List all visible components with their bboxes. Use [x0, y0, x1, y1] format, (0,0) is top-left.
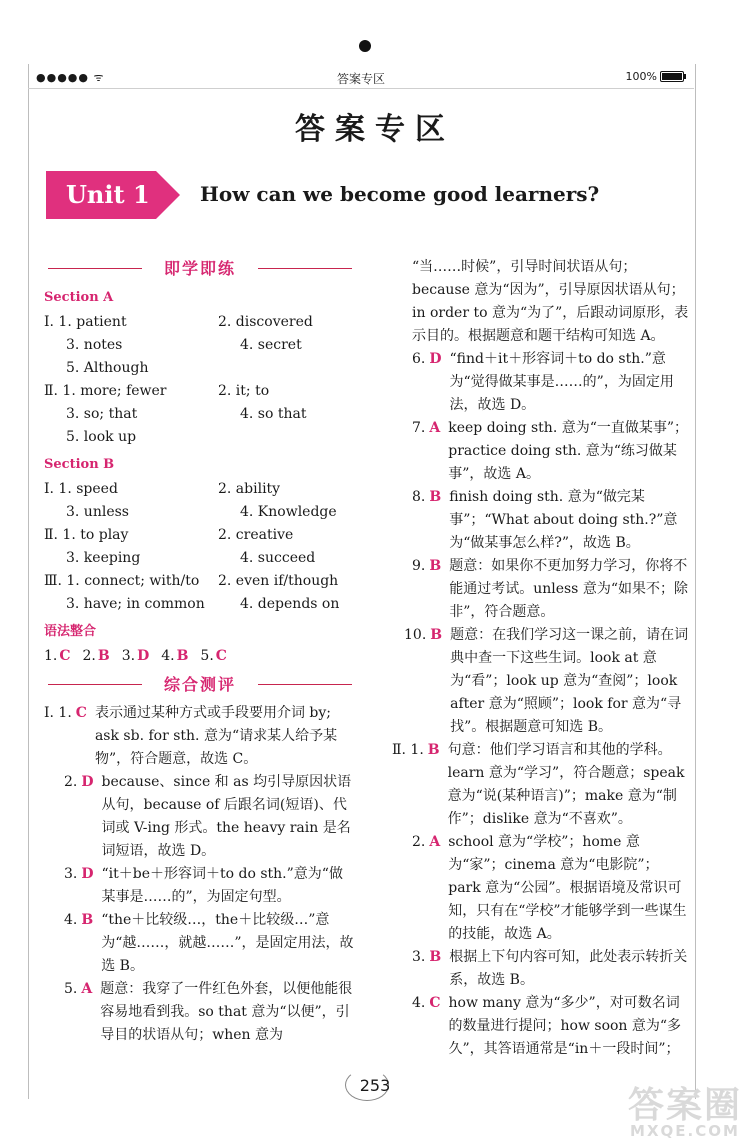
status-bar	[28, 66, 694, 89]
item-answer-letter: D	[81, 774, 94, 790]
item-explanation: 题意：我穿了一件红色外套，以便他能很容易地看到我。so that 意为“以便”，引导目的状语从句；when 意为	[100, 981, 353, 1043]
answer-cell: 2. it; to	[218, 383, 270, 399]
answer-row	[44, 426, 356, 449]
item-number: 3.	[412, 949, 426, 965]
item-answer-letter: B	[429, 949, 442, 965]
item-number: Ⅰ. 1.	[44, 705, 72, 721]
item-number: 4.	[412, 995, 426, 1011]
answer-row	[44, 547, 356, 570]
test-item	[392, 946, 690, 992]
item-answer-letter: D	[81, 866, 94, 882]
wifi-icon: ᯤ	[93, 71, 105, 84]
answer-cell: Ⅰ. 1. patient	[44, 314, 127, 330]
battery-percent: 100%	[625, 70, 657, 83]
battery-icon	[660, 71, 684, 82]
item-answer-letter: B	[430, 627, 443, 643]
answer-cell: 4. Knowledge	[240, 504, 337, 520]
item-explanation: 句意：他们学习语言和其他的学科。learn 意为“学习”，符合题意；speak 意为“说(某种语言)”；make 意为“制作”；dislike 意为“不喜欢”。	[447, 742, 685, 827]
answer-cell: 4. so that	[240, 406, 307, 422]
answer-row	[44, 501, 356, 524]
item-explanation: “find＋it＋形容词＋to do sth.”意为“觉得做某事是……的”，为固定用法，故选 D。	[449, 351, 674, 413]
item-number: 8.	[412, 489, 426, 505]
item-answer-letter: A	[429, 420, 441, 436]
test-item	[44, 771, 356, 863]
item-answer-letter: A	[429, 834, 441, 850]
test-item	[44, 863, 356, 909]
test-items-right	[392, 348, 690, 1061]
grammar-number: 2.	[82, 648, 96, 664]
grammar-letter: C	[59, 648, 71, 664]
grammar-letter: D	[137, 648, 150, 664]
left-column	[44, 256, 356, 1047]
signal-icon: ●●●●● ᯤ	[36, 71, 105, 84]
grammar-number: 3.	[121, 648, 136, 664]
item-answer-letter: C	[75, 705, 87, 721]
item-number: 10.	[404, 627, 427, 643]
answer-row	[44, 334, 356, 357]
item-answer-letter: B	[429, 558, 442, 574]
test-item	[392, 739, 690, 831]
grammar-number: 4.	[161, 648, 175, 664]
item-explanation: how many 意为“多少”，对可数名词的数量进行提问；how soon 意为“多久”，其答语通常是“in＋一段时间”；	[448, 995, 682, 1057]
grammar-letter: B	[97, 648, 110, 664]
item-number: 2.	[412, 834, 426, 850]
answer-cell: Ⅰ. 1. speed	[44, 481, 118, 497]
page-number: 253	[359, 1076, 391, 1095]
section-header-test: 综合测评	[44, 672, 356, 698]
answer-row	[44, 593, 356, 616]
section-b-title: Section B	[44, 457, 115, 472]
answer-cell: 3. have; in common	[66, 596, 205, 612]
item-explanation: 表示通过某种方式或手段要用介词 by; ask sb. for sth. 意为“请求某人给予某物”，符合题意，故选 C。	[94, 705, 338, 767]
test-item	[392, 831, 690, 946]
answer-cell: 4. secret	[240, 337, 302, 353]
item-answer-letter: C	[429, 995, 441, 1011]
top-dot	[359, 40, 371, 52]
answer-row	[44, 311, 356, 334]
item-answer-letter: B	[427, 742, 440, 758]
item-explanation: because、since 和 as 均引导原因状语从句，because of 后跟名词(短语)、代词或 V-ing 形式。the heavy rain 是名词短语，故选 D。	[101, 774, 352, 859]
test-items-left	[44, 702, 356, 1047]
answer-row	[44, 570, 356, 593]
right-column	[392, 256, 690, 1061]
item-explanation: school 意为“学校”；home 意为“家”；cinema 意为“电影院”；park 意为“公园”。根据语境及常识可知，只有在“学校”才能够学到一些谋生的技能，故选 A。	[448, 834, 687, 942]
item-number: 9.	[412, 558, 426, 574]
item-number: 2.	[64, 774, 78, 790]
answer-row	[44, 357, 356, 380]
answer-cell: 3. keeping	[66, 550, 141, 566]
section-header-practice: 即学即练	[44, 256, 356, 282]
answer-cell: 2. creative	[218, 527, 294, 543]
answer-cell: 3. so; that	[66, 406, 138, 422]
answer-cell: 2. discovered	[218, 314, 313, 330]
test-item	[44, 909, 356, 978]
item-number: 4.	[64, 912, 78, 928]
unit-banner	[46, 171, 178, 219]
item-explanation: 题意：在我们学习这一课之前，请在词典中查一下这些生词。look at 意为“看”；look up 意为“查阅”；look after 意为“照顾”；look for 意为“寻找”。根据题意可知选 B。	[450, 627, 689, 735]
grammar-title: 语法整合	[44, 624, 97, 639]
test-item	[392, 486, 690, 555]
answer-cell: 5. look up	[66, 429, 137, 445]
continued-text: “当……时候”，引导时间状语从句；because 意为“因为”，引导原因状语从句；in order to 意为“为了”，后跟动词原形，表示目的。根据题意和题干结构可知选 A。	[412, 259, 689, 344]
grammar-number: 5.	[200, 648, 214, 664]
status-title: 答案专区	[336, 72, 385, 86]
answer-row	[44, 478, 356, 501]
item-answer-letter: B	[81, 912, 94, 928]
item-answer-letter: D	[429, 351, 442, 367]
test-item	[44, 702, 356, 771]
answer-cell: Ⅲ. 1. connect; with/to	[44, 573, 200, 589]
unit-label: Unit 1	[66, 180, 150, 209]
section-b-answers	[44, 478, 356, 616]
answer-cell: Ⅱ. 1. to play	[44, 527, 129, 543]
answer-row	[44, 524, 356, 547]
test-item	[392, 992, 690, 1061]
test-item	[392, 417, 690, 486]
item-explanation: keep doing sth. 意为“一直做某事”；practice doing sth. 意为“练习做某事”，故选 A。	[448, 420, 689, 482]
test-item	[392, 348, 690, 417]
answer-cell: Ⅱ. 1. more; fewer	[44, 383, 167, 399]
item-explanation: 题意：如果你不更加努力学习，你将不能通过考试。unless 意为“如果不；除非”，符合题意。	[449, 558, 688, 620]
item-explanation: 根据上下句内容可知，此处表示转折关系，故选 B。	[449, 949, 688, 988]
answer-cell: 4. succeed	[240, 550, 316, 566]
answer-row	[44, 380, 356, 403]
watermark-logo: 答案圈 MXQE.COM	[627, 1085, 742, 1140]
answer-cell: 4. depends on	[240, 596, 340, 612]
answer-cell: 2. ability	[218, 481, 281, 497]
item-number: Ⅱ. 1.	[392, 742, 424, 758]
answer-cell: 2. even if/though	[218, 573, 339, 589]
answer-row	[44, 403, 356, 426]
item-explanation: “the＋比较级…，the＋比较级…”意为“越……，就越……”，是固定用法，故选 B。	[101, 912, 354, 974]
unit-heading: How can we become good learners?	[200, 182, 600, 206]
test-item	[392, 624, 690, 739]
item-explanation: “it＋be＋形容词＋to do sth.”意为“做某事是……的”，为固定句型。	[101, 866, 343, 905]
answer-cell: 3. unless	[66, 504, 129, 520]
item-answer-letter: A	[81, 981, 93, 997]
answer-cell: 3. notes	[66, 337, 123, 353]
item-number: 3.	[64, 866, 78, 882]
item-number: 7.	[412, 420, 426, 436]
test-item	[44, 978, 356, 1047]
grammar-answers	[44, 645, 356, 668]
test-item	[392, 555, 690, 624]
section-a-answers	[44, 311, 356, 449]
item-explanation: finish doing sth. 意为“做完某事”；“What about doing sth.?”意为“做某事怎么样?”，故选 B。	[449, 489, 678, 551]
grammar-number: 1.	[44, 648, 58, 664]
item-number: 5.	[64, 981, 78, 997]
item-number: 6.	[412, 351, 426, 367]
grammar-letter: B	[176, 648, 189, 664]
item-answer-letter: B	[429, 489, 442, 505]
page-title: 答案专区	[295, 112, 455, 147]
section-a-title: Section A	[44, 290, 114, 305]
answer-cell: 5. Although	[66, 360, 149, 376]
grammar-letter: C	[215, 648, 227, 664]
